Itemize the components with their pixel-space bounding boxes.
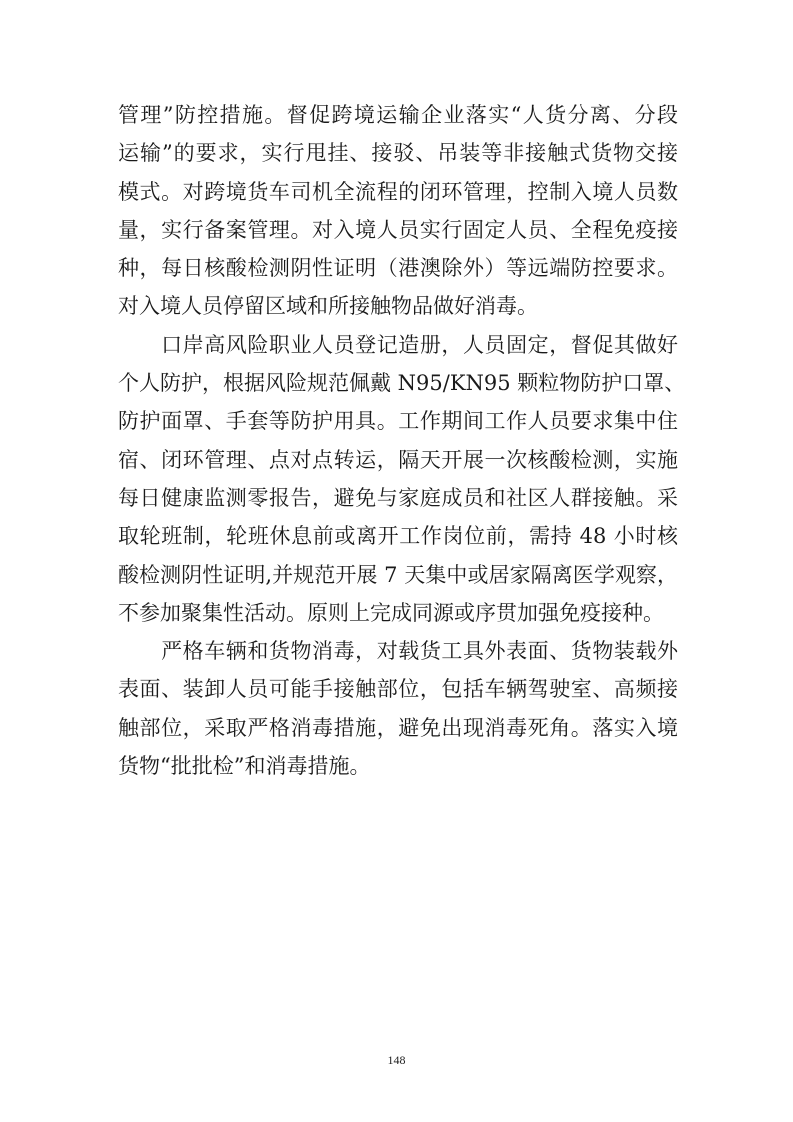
document-body	[118, 96, 686, 785]
text-line: 货物“批批检”和消毒措施。	[118, 754, 371, 779]
text-line: 严格车辆和货物消毒，对载货工具外表面、货物装载外	[118, 639, 678, 664]
text-line: 个人防护，根据风险规范佩戴 N95/KN95 颗粒物防护口罩、	[118, 371, 686, 396]
text-line: 不参加聚集性活动。原则上完成同源或序贯加强免疫接种。	[118, 600, 664, 625]
text-line: 模式。对跨境货车司机全流程的闭环管理，控制入境人员数	[118, 179, 678, 204]
text-line: 口岸高风险职业人员登记造册，人员固定，督促其做好	[118, 332, 678, 357]
page-number: 148	[387, 1053, 406, 1067]
text-line: 表面、装卸人员可能手接触部位，包括车辆驾驶室、高频接	[118, 677, 678, 702]
text-line: 防护面罩、手套等防护用具。工作期间工作人员要求集中住	[118, 409, 678, 434]
text-line: 酸检测阴性证明,并规范开展 7 天集中或居家隔离医学观察，	[118, 562, 678, 587]
text-line: 种，每日核酸检测阴性证明（港澳除外）等远端防控要求。	[118, 256, 678, 281]
text-line: 对入境人员停留区域和所接触物品做好消毒。	[118, 294, 538, 319]
text-line: 量，实行备案管理。对入境人员实行固定人员、全程免疫接	[118, 217, 678, 242]
paragraph-vehicle-disinfection	[118, 632, 678, 785]
text-line: 取轮班制，轮班休息前或离开工作岗位前，需持 48 小时核	[118, 524, 678, 549]
paragraph-cross-border-transport	[118, 96, 678, 326]
text-line: 每日健康监测零报告，避免与家庭成员和社区人群接触。采	[118, 485, 678, 510]
text-line: 管理”防控措施。督促跨境运输企业落实“人货分离、分段	[118, 103, 678, 127]
paragraph-high-risk-personnel	[118, 326, 686, 632]
text-line: 触部位，采取严格消毒措施，避免出现消毒死角。落实入境	[118, 715, 678, 740]
text-line: 运输”的要求，实行甩挂、接驳、吊装等非接触式货物交接	[118, 141, 678, 166]
text-line: 宿、闭环管理、点对点转运，隔天开展一次核酸检测，实施	[118, 447, 678, 472]
